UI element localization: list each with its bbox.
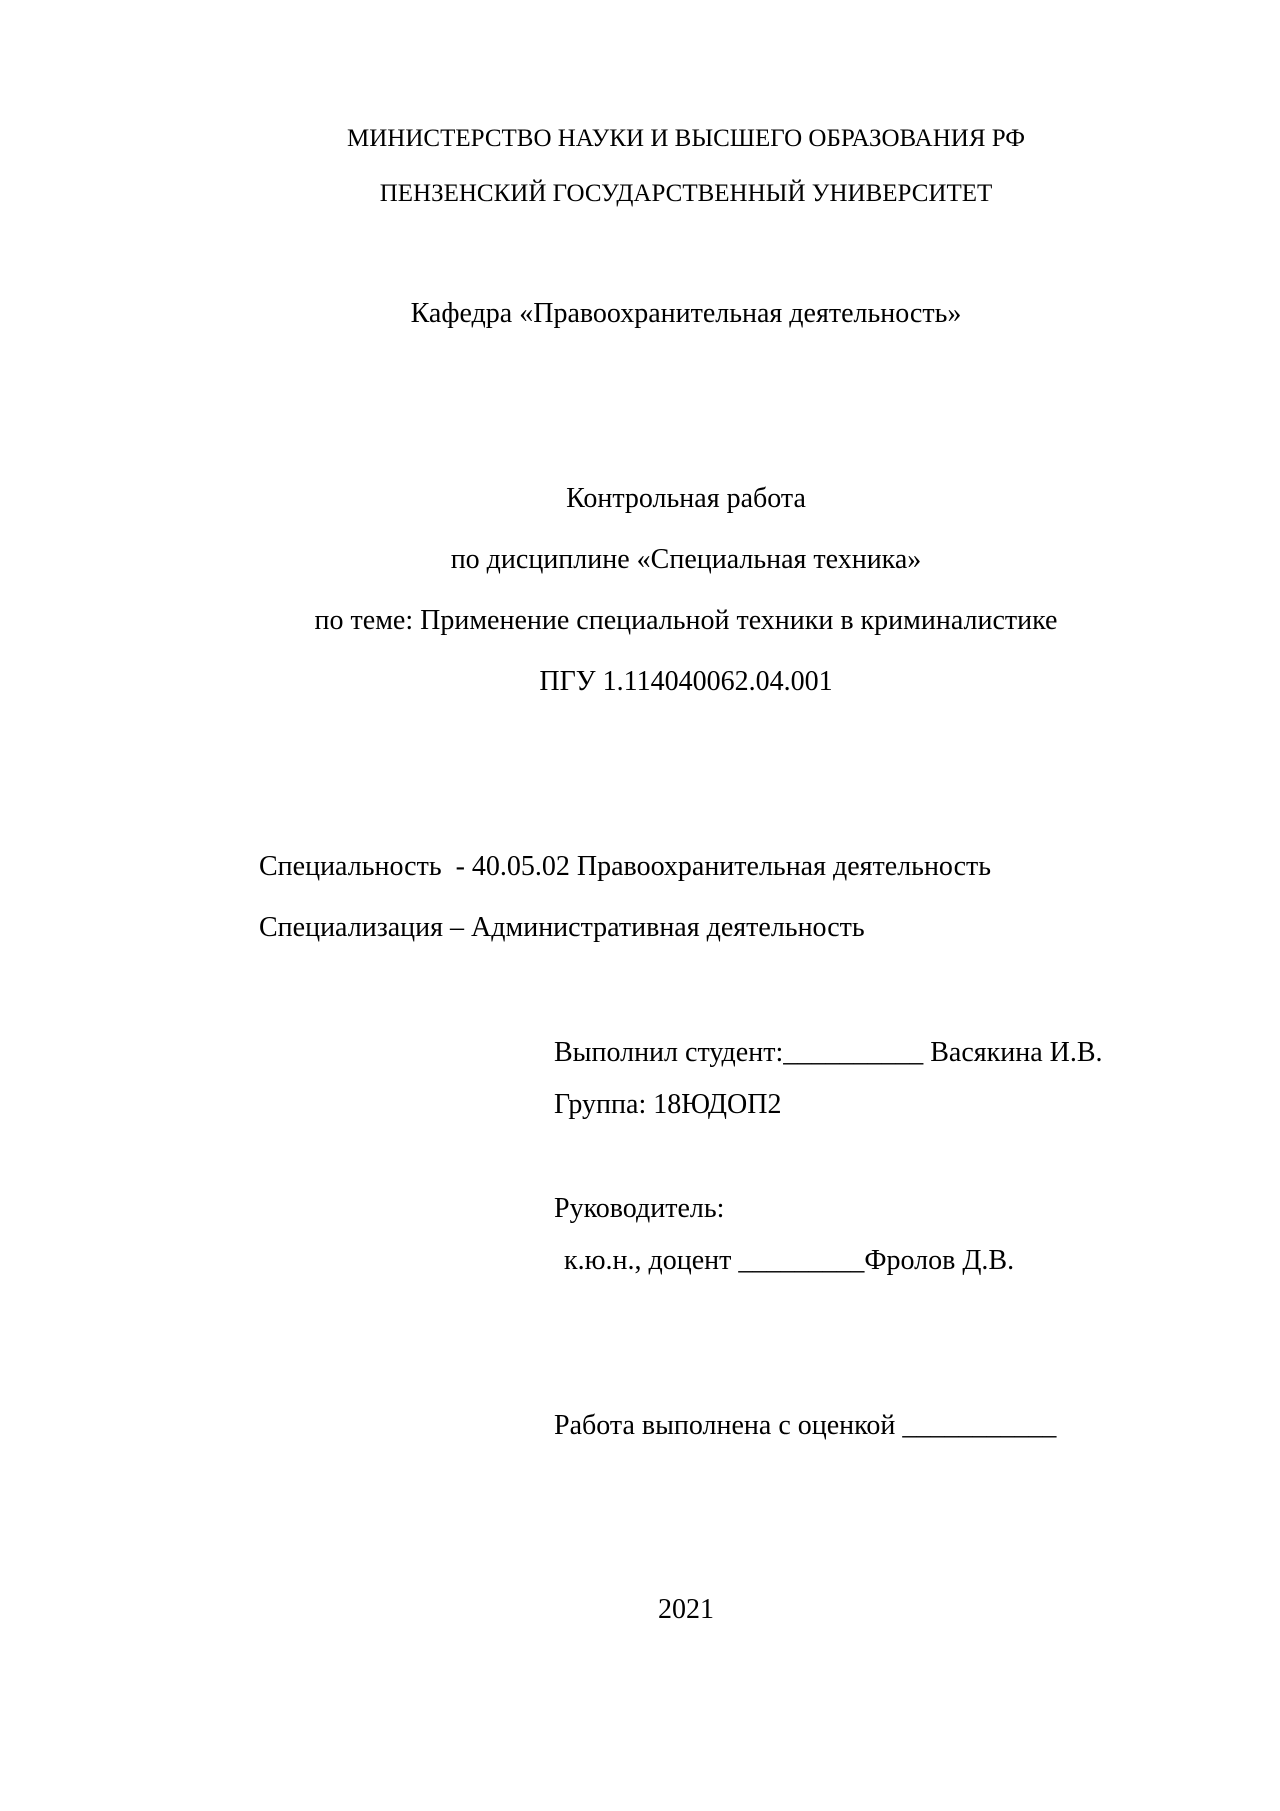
student-line: Выполнил студент:__________ Васякина И.В. bbox=[554, 1037, 1103, 1068]
work-discipline: по дисциплине «Специальная техника» bbox=[450, 544, 922, 575]
specialization-line: Специализация – Административная деятельность bbox=[259, 912, 865, 943]
university-heading: ПЕНЗЕНСКИЙ ГОСУДАРСТВЕННЫЙ УНИВЕРСИТЕТ bbox=[379, 180, 993, 207]
work-type: Контрольная работа bbox=[566, 483, 806, 514]
group-line: Группа: 18ЮДОП2 bbox=[554, 1089, 782, 1120]
grade-line: Работа выполнена с оценкой ___________ bbox=[554, 1410, 1057, 1441]
specialty-line: Специальность - 40.05.02 Правоохранительная деятельность bbox=[259, 851, 992, 882]
work-topic: по теме: Применение специальной техники в криминалистике bbox=[314, 605, 1058, 636]
supervisor-info: к.ю.н., доцент _________Фролов Д.В. bbox=[564, 1245, 1015, 1276]
ministry-heading: МИНИСТЕРСТВО НАУКИ И ВЫСШЕГО ОБРАЗОВАНИЯ РФ bbox=[347, 125, 1025, 152]
document-code: ПГУ 1.114040062.04.001 bbox=[539, 666, 833, 697]
supervisor-label: Руководитель: bbox=[554, 1193, 725, 1224]
department-name: Кафедра «Правоохранительная деятельность» bbox=[410, 298, 962, 329]
year: 2021 bbox=[658, 1594, 714, 1625]
